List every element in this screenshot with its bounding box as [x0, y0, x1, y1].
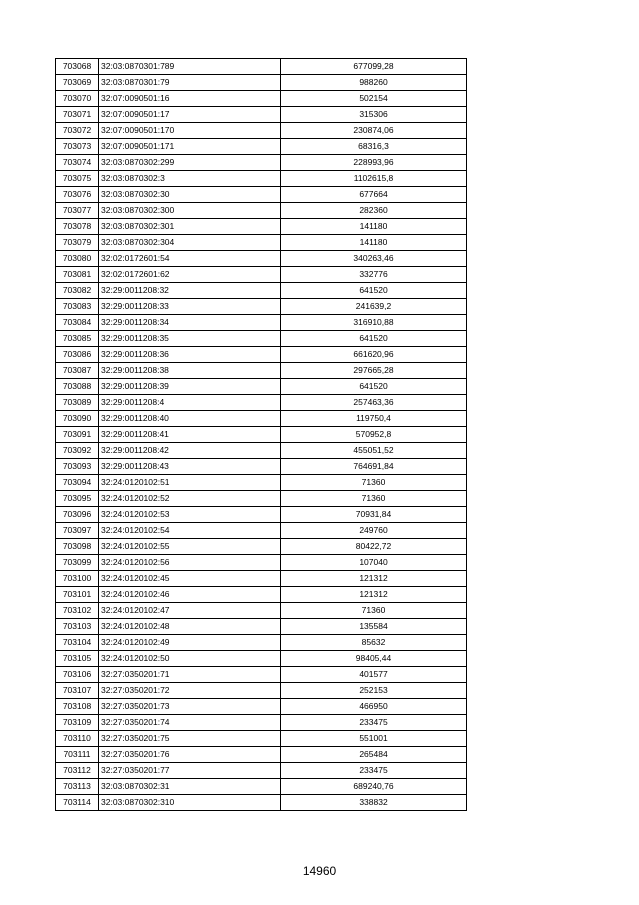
cadastral-number-cell: 32:24:0120102:52: [99, 491, 281, 507]
row-id-cell: 703071: [56, 107, 99, 123]
value-cell: 641520: [281, 331, 467, 347]
table-row: [56, 155, 467, 171]
table-row: [56, 779, 467, 795]
table-row: [56, 251, 467, 267]
table-row: [56, 171, 467, 187]
value-cell: 661620,96: [281, 347, 467, 363]
row-id-cell: 703093: [56, 459, 99, 475]
cadastral-number-cell: 32:24:0120102:51: [99, 475, 281, 491]
cadastral-number-cell: 32:29:0011208:32: [99, 283, 281, 299]
cadastral-number-cell: 32:24:0120102:54: [99, 523, 281, 539]
value-cell: 141180: [281, 219, 467, 235]
row-id-cell: 703070: [56, 91, 99, 107]
row-id-cell: 703113: [56, 779, 99, 795]
row-id-cell: 703102: [56, 603, 99, 619]
cadastral-number-cell: 32:24:0120102:49: [99, 635, 281, 651]
row-id-cell: 703097: [56, 523, 99, 539]
cadastral-number-cell: 32:03:0870301:789: [99, 59, 281, 75]
value-cell: 677664: [281, 187, 467, 203]
row-id-cell: 703079: [56, 235, 99, 251]
cadastral-number-cell: 32:03:0870301:79: [99, 75, 281, 91]
table-row: [56, 443, 467, 459]
row-id-cell: 703106: [56, 667, 99, 683]
table-body: [56, 59, 467, 811]
table-row: [56, 107, 467, 123]
data-table: [55, 58, 467, 811]
value-cell: 764691,84: [281, 459, 467, 475]
row-id-cell: 703108: [56, 699, 99, 715]
table-row: [56, 539, 467, 555]
row-id-cell: 703077: [56, 203, 99, 219]
value-cell: 641520: [281, 379, 467, 395]
row-id-cell: 703073: [56, 139, 99, 155]
value-cell: 315306: [281, 107, 467, 123]
cadastral-number-cell: 32:02:0172601:54: [99, 251, 281, 267]
table-row: [56, 523, 467, 539]
cadastral-number-cell: 32:03:0870302:30: [99, 187, 281, 203]
cadastral-number-cell: 32:29:0011208:39: [99, 379, 281, 395]
cadastral-number-cell: 32:27:0350201:72: [99, 683, 281, 699]
row-id-cell: 703088: [56, 379, 99, 395]
value-cell: 252153: [281, 683, 467, 699]
row-id-cell: 703082: [56, 283, 99, 299]
value-cell: 71360: [281, 603, 467, 619]
row-id-cell: 703114: [56, 795, 99, 811]
value-cell: 233475: [281, 763, 467, 779]
value-cell: 228993,96: [281, 155, 467, 171]
value-cell: 71360: [281, 475, 467, 491]
table-row: [56, 699, 467, 715]
cadastral-number-cell: 32:03:0870302:300: [99, 203, 281, 219]
value-cell: 641520: [281, 283, 467, 299]
value-cell: 332776: [281, 267, 467, 283]
row-id-cell: 703090: [56, 411, 99, 427]
row-id-cell: 703069: [56, 75, 99, 91]
row-id-cell: 703109: [56, 715, 99, 731]
cadastral-number-cell: 32:27:0350201:74: [99, 715, 281, 731]
value-cell: 502154: [281, 91, 467, 107]
value-cell: 121312: [281, 587, 467, 603]
table-row: [56, 331, 467, 347]
value-cell: 551001: [281, 731, 467, 747]
cadastral-number-cell: 32:27:0350201:76: [99, 747, 281, 763]
cadastral-number-cell: 32:24:0120102:46: [99, 587, 281, 603]
cadastral-number-cell: 32:24:0120102:56: [99, 555, 281, 571]
cadastral-number-cell: 32:03:0870302:31: [99, 779, 281, 795]
row-id-cell: 703080: [56, 251, 99, 267]
cadastral-number-cell: 32:27:0350201:75: [99, 731, 281, 747]
value-cell: 401577: [281, 667, 467, 683]
row-id-cell: 703107: [56, 683, 99, 699]
table-row: [56, 75, 467, 91]
table-row: [56, 139, 467, 155]
value-cell: 98405,44: [281, 651, 467, 667]
cadastral-number-cell: 32:29:0011208:38: [99, 363, 281, 379]
row-id-cell: 703089: [56, 395, 99, 411]
value-cell: 249760: [281, 523, 467, 539]
row-id-cell: 703111: [56, 747, 99, 763]
row-id-cell: 703092: [56, 443, 99, 459]
row-id-cell: 703091: [56, 427, 99, 443]
value-cell: 233475: [281, 715, 467, 731]
row-id-cell: 703076: [56, 187, 99, 203]
row-id-cell: 703075: [56, 171, 99, 187]
row-id-cell: 703100: [56, 571, 99, 587]
table-row: [56, 555, 467, 571]
table-row: [56, 763, 467, 779]
table-row: [56, 203, 467, 219]
row-id-cell: 703112: [56, 763, 99, 779]
table-row: [56, 123, 467, 139]
table-row: [56, 395, 467, 411]
cadastral-number-cell: 32:24:0120102:55: [99, 539, 281, 555]
cadastral-number-cell: 32:07:0090501:16: [99, 91, 281, 107]
value-cell: 466950: [281, 699, 467, 715]
table-row: [56, 315, 467, 331]
value-cell: 141180: [281, 235, 467, 251]
table-row: [56, 635, 467, 651]
row-id-cell: 703078: [56, 219, 99, 235]
cadastral-number-cell: 32:27:0350201:71: [99, 667, 281, 683]
cadastral-number-cell: 32:03:0870302:304: [99, 235, 281, 251]
cadastral-number-cell: 32:24:0120102:50: [99, 651, 281, 667]
cadastral-number-cell: 32:29:0011208:33: [99, 299, 281, 315]
value-cell: 85632: [281, 635, 467, 651]
table-row: [56, 363, 467, 379]
page-number: 14960: [302, 864, 337, 878]
value-cell: 455051,52: [281, 443, 467, 459]
value-cell: 316910,88: [281, 315, 467, 331]
value-cell: 68316,3: [281, 139, 467, 155]
row-id-cell: 703081: [56, 267, 99, 283]
cadastral-number-cell: 32:07:0090501:171: [99, 139, 281, 155]
row-id-cell: 703104: [56, 635, 99, 651]
row-id-cell: 703072: [56, 123, 99, 139]
table-row: [56, 235, 467, 251]
table-row: [56, 731, 467, 747]
table-row: [56, 459, 467, 475]
table-row: [56, 283, 467, 299]
cadastral-number-cell: 32:02:0172601:62: [99, 267, 281, 283]
cadastral-number-cell: 32:24:0120102:47: [99, 603, 281, 619]
table-row: [56, 651, 467, 667]
cadastral-number-cell: 32:07:0090501:17: [99, 107, 281, 123]
table-row: [56, 683, 467, 699]
table-row: [56, 219, 467, 235]
table-row: [56, 715, 467, 731]
value-cell: 135584: [281, 619, 467, 635]
value-cell: 988260: [281, 75, 467, 91]
row-id-cell: 703068: [56, 59, 99, 75]
cadastral-number-cell: 32:07:0090501:170: [99, 123, 281, 139]
value-cell: 265484: [281, 747, 467, 763]
table-row: [56, 795, 467, 811]
cadastral-number-cell: 32:29:0011208:43: [99, 459, 281, 475]
table-row: [56, 587, 467, 603]
row-id-cell: 703098: [56, 539, 99, 555]
table-row: [56, 507, 467, 523]
table-row: [56, 347, 467, 363]
cadastral-number-cell: 32:24:0120102:48: [99, 619, 281, 635]
row-id-cell: 703085: [56, 331, 99, 347]
table-row: [56, 571, 467, 587]
value-cell: 80422,72: [281, 539, 467, 555]
value-cell: 230874,06: [281, 123, 467, 139]
row-id-cell: 703105: [56, 651, 99, 667]
table-row: [56, 475, 467, 491]
table-row: [56, 411, 467, 427]
row-id-cell: 703087: [56, 363, 99, 379]
row-id-cell: 703086: [56, 347, 99, 363]
row-id-cell: 703083: [56, 299, 99, 315]
row-id-cell: 703094: [56, 475, 99, 491]
value-cell: 340263,46: [281, 251, 467, 267]
table-row: [56, 91, 467, 107]
cadastral-number-cell: 32:03:0870302:299: [99, 155, 281, 171]
cadastral-number-cell: 32:24:0120102:45: [99, 571, 281, 587]
table-row: [56, 603, 467, 619]
cadastral-number-cell: 32:29:0011208:35: [99, 331, 281, 347]
table-row: [56, 267, 467, 283]
row-id-cell: 703110: [56, 731, 99, 747]
value-cell: 338832: [281, 795, 467, 811]
cadastral-number-cell: 32:29:0011208:4: [99, 395, 281, 411]
value-cell: 71360: [281, 491, 467, 507]
cadastral-number-cell: 32:29:0011208:34: [99, 315, 281, 331]
value-cell: 282360: [281, 203, 467, 219]
row-id-cell: 703095: [56, 491, 99, 507]
table-row: [56, 379, 467, 395]
cadastral-number-cell: 32:29:0011208:36: [99, 347, 281, 363]
value-cell: 107040: [281, 555, 467, 571]
row-id-cell: 703103: [56, 619, 99, 635]
table-row: [56, 747, 467, 763]
cadastral-number-cell: 32:24:0120102:53: [99, 507, 281, 523]
cadastral-number-cell: 32:29:0011208:41: [99, 427, 281, 443]
cadastral-number-cell: 32:27:0350201:77: [99, 763, 281, 779]
value-cell: 257463,36: [281, 395, 467, 411]
row-id-cell: 703096: [56, 507, 99, 523]
value-cell: 241639,2: [281, 299, 467, 315]
table-row: [56, 187, 467, 203]
row-id-cell: 703099: [56, 555, 99, 571]
value-cell: 1102615,8: [281, 171, 467, 187]
cadastral-number-cell: 32:03:0870302:310: [99, 795, 281, 811]
cadastral-number-cell: 32:03:0870302:301: [99, 219, 281, 235]
value-cell: 119750,4: [281, 411, 467, 427]
table-row: [56, 619, 467, 635]
table-row: [56, 59, 467, 75]
table-row: [56, 667, 467, 683]
value-cell: 677099,28: [281, 59, 467, 75]
cadastral-number-cell: 32:29:0011208:40: [99, 411, 281, 427]
cadastral-number-cell: 32:27:0350201:73: [99, 699, 281, 715]
table-row: [56, 491, 467, 507]
cadastral-number-cell: 32:03:0870302:3: [99, 171, 281, 187]
row-id-cell: 703074: [56, 155, 99, 171]
value-cell: 689240,76: [281, 779, 467, 795]
table-row: [56, 427, 467, 443]
value-cell: 70931,84: [281, 507, 467, 523]
row-id-cell: 703084: [56, 315, 99, 331]
cadastral-number-cell: 32:29:0011208:42: [99, 443, 281, 459]
row-id-cell: 703101: [56, 587, 99, 603]
value-cell: 121312: [281, 571, 467, 587]
table-row: [56, 299, 467, 315]
value-cell: 297665,28: [281, 363, 467, 379]
value-cell: 570952,8: [281, 427, 467, 443]
